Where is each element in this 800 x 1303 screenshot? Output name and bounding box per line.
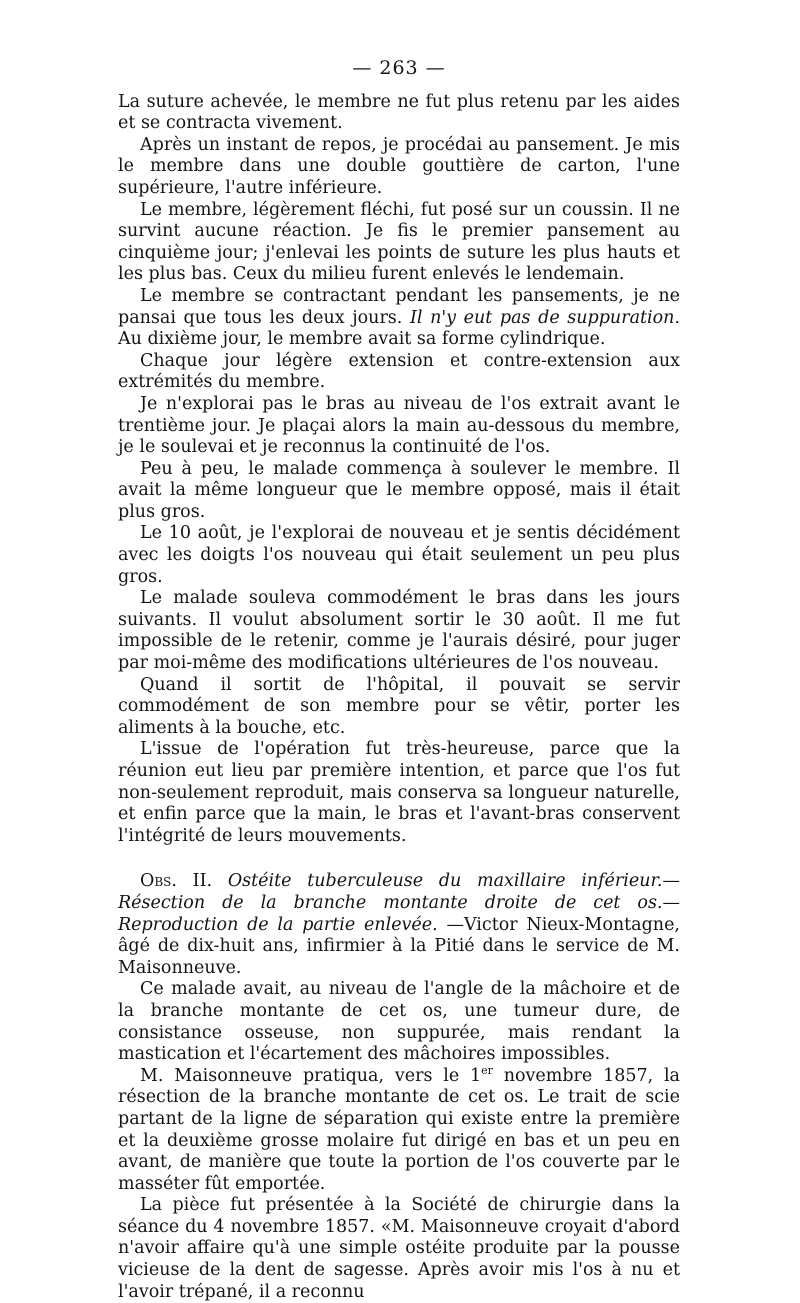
observation-title: Ostéite tuberculeuse du maxillaire inférieur.— Résection de la branche montante droite de cet os.— Reproduction de la partie enlevée. — [118, 871, 680, 935]
page-number: — 263 — — [352, 57, 446, 79]
paragraph: Peu à peu, le malade commença à soulever le membre. Il avait la même longueur que le membre opposé, mais il était plus gros. — [118, 458, 680, 522]
paragraph: Quand il sortit de l'hôpital, il pouvait se servir commodément de son membre pour se vêtir, porter les aliments à la bouche, etc. — [118, 674, 680, 738]
paragraph — [118, 286, 680, 351]
paragraph: Ce malade avait, au niveau de l'angle de la mâchoire et de la branche montante de cet os, une tumeur dure, de consistance osseuse, non suppurée, mais rendant la mastication et l'écartement des mâchoires impossibles. — [118, 979, 680, 1065]
paragraph: Après un instant de repos, je procédai au pansement. Je mis le membre dans une double gouttière de carton, l'une supérieure, l'autre inférieure. — [118, 134, 680, 198]
paragraph-text: Au dixième jour, le membre avait sa forme cylindrique. — [118, 329, 606, 350]
section-gap — [118, 847, 680, 871]
paragraph — [118, 1063, 680, 1196]
paragraph-text: M. Maisonneuve pratiqua, vers le 1 — [140, 1065, 482, 1086]
italic-phrase: Il n'y eut pas de suppuration. — [409, 307, 680, 328]
observation-text: —Victor Nieux-Montagne, âgé de dix-huit ans, infirmier à la Pitié dans le service de M. Maisonneuve. — [118, 914, 680, 978]
paragraph: Chaque jour légère extension et contre-extension aux extrémités du membre. — [118, 350, 680, 393]
observation-heading — [118, 871, 680, 979]
paragraph: Le malade souleva commodément le bras dans les jours suivants. Il voulut absolument sortir le 30 août. Il me fut impossible de le retenir, comme je l'aurais désiré, pour juger par moi-même des modifications ultérieures de l'os nouveau. — [118, 588, 680, 674]
paragraph-text: novembre 1857, la résection de la branche montante de cet os. Le trait de scie partant de la ligne de séparation qui existe entre la première et la deuxième grosse molaire fut dirigé en bas et un peu en avant, de manière que toute la portion de l'os couverte par le masséter fût emportée. — [118, 1065, 680, 1194]
document-page — [118, 58, 680, 1303]
paragraph-text: Le membre se contractant pendant les pansements, je ne pansai que tous les deux jours. — [118, 285, 680, 328]
superscript: er — [481, 1063, 493, 1077]
paragraph: Je n'explorai pas le bras au niveau de l'os extrait avant le trentième jour. Je plaçai alors la main au-dessous du membre, je le soulevai et je reconnus la continuité de l'os. — [118, 393, 680, 458]
paragraph: Le 10 août, je l'explorai de nouveau et je sentis décidément avec les doigts l'os nouveau qui était seulement un peu plus gros. — [118, 523, 680, 587]
paragraph: La suture achevée, le membre ne fut plus retenu par les aides et se contracta vivement. — [118, 91, 680, 134]
observation-label: Obs. II. — [140, 871, 213, 892]
paragraph: La pièce fut présentée à la Société de chirurgie dans la séance du 4 novembre 1857. «M. Maisonneuve croyait d'abord n'avoir affaire qu'à une simple ostéite produite par la pousse vicieuse de la dent de sagesse. Après avoir mis l'os à nu et l'avoir trépané, il a reconnu — [118, 1195, 680, 1302]
paragraph: Le membre, légèrement fléchi, fut posé sur un coussin. Il ne survint aucune réaction. Je fis le premier pansement au cinquième jour; j'enlevai les points de suture les plus hauts et les plus bas. Ceux du milieu furent enlevés le lendemain. — [118, 199, 680, 285]
paragraph: L'issue de l'opération fut très-heureuse, parce que la réunion eut lieu par première intention, et parce que l'os fut non-seulement reproduit, mais conserva sa longueur naturelle, et enfin parce que la main, le bras et l'avant-bras conservent l'intégrité de leurs mouvements. — [118, 739, 680, 846]
